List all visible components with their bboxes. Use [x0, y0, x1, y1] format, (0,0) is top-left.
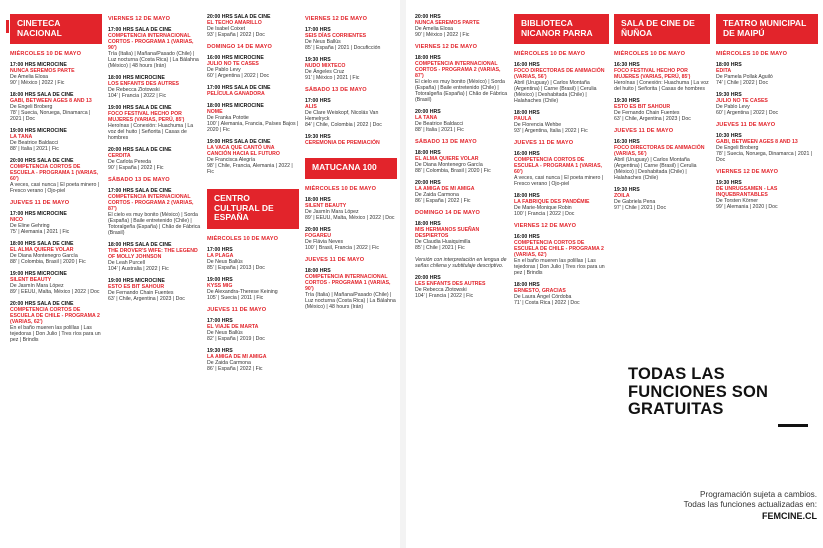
film-meta: 90' | México | 2022 | Fic: [415, 32, 470, 38]
disclaimer-line2: Todas las funciones actualizadas en:: [683, 500, 817, 509]
screening-entry[interactable]: [108, 188, 201, 236]
day-heading: JUEVES 11 DE MAYO: [716, 122, 776, 128]
film-meta: 99' | Alemania | 2020 | Doc: [716, 204, 778, 210]
film-meta: 63' | Chile, Argentina | 2023 | Doc: [614, 116, 691, 122]
film-director: De Flávia Neves: [305, 238, 344, 245]
venue-title: MATUCANA 100: [305, 158, 397, 179]
screening-time: 16:00 HRS: [514, 234, 540, 240]
film-title[interactable]: SEIS DÍAS CORRIENTES: [305, 33, 367, 39]
venue-title: SALA DE CINE DE ÑUÑOA: [614, 14, 710, 44]
film-meta: En el baño mueren las polillas | Las tejedoras | Don Julio | Tres ríos para un pez | Brindis: [10, 325, 101, 343]
film-meta: A veces, casi nunca | El poeta minero | Fresco verano | Ojo-piel: [514, 175, 604, 187]
screening-time: 19:30 HRS: [614, 98, 640, 104]
screening-entry[interactable]: [614, 139, 710, 181]
film-director: De Rebecca Zlotowski: [415, 287, 467, 293]
film-meta: 85' | España | 2013 | Doc: [207, 264, 265, 271]
film-meta: 84' | Chile, Colombia | 2022 | Doc: [305, 122, 382, 128]
screening-time: 18:00 HRS SALA DE CINE: [10, 92, 74, 98]
film-meta: 100' | Francia | 2022 | Doc: [514, 211, 575, 217]
film-meta: 93' | España | 2022 | Doc: [207, 32, 265, 38]
screening-time: 18:00 HRS: [716, 62, 742, 68]
screening-time: 16:30 HRS: [614, 62, 640, 68]
column-nunoa: [614, 14, 710, 217]
film-director: De Pamela Pollak Aguiló: [716, 74, 773, 80]
screening-entry[interactable]: [10, 158, 102, 194]
screening-time: 20:00 HRS SALA DE CINE: [10, 301, 74, 307]
screening-time: 18:00 HRS: [514, 282, 540, 288]
day-heading: JUEVES 11 DE MAYO: [207, 306, 267, 313]
film-director: De Carlota Pereda: [108, 159, 151, 165]
screening-time: 20:00 HRS: [415, 180, 441, 186]
film-title[interactable]: ESTO ES BIT SAHOUR: [614, 104, 671, 110]
film-director: De Pablo Levy: [716, 104, 750, 110]
screening-entry[interactable]: [305, 57, 397, 81]
venue-title: TEATRO MUNICIPAL DE MAIPÚ: [716, 14, 818, 44]
screening-time: 19:30 HRS: [305, 134, 331, 140]
film-director: De Neus Ballús: [207, 329, 243, 336]
screening-entry[interactable]: [108, 147, 201, 171]
film-director: De Rebecca Zlotowski: [108, 87, 160, 93]
screening-entry[interactable]: [415, 55, 508, 103]
screening-note: Versión con interpretación en lengua de señas chilena y subtitulaje descriptivo.: [415, 257, 507, 269]
screening-entry[interactable]: [10, 301, 102, 343]
screening-time: 18:00 HRS SALA DE CINE: [10, 241, 74, 247]
screening-entry[interactable]: [108, 105, 201, 141]
screening-entry[interactable]: [10, 241, 102, 265]
film-director: De Torsten Körner: [716, 198, 758, 204]
screening-time: 18:00 HRS: [415, 221, 441, 227]
film-meta: 88' | Colombia, Brasil | 2020 | Fic: [415, 168, 491, 174]
film-director: De Franka Pototie: [207, 115, 249, 121]
day-heading: MIÉRCOLES 10 DE MAYO: [10, 51, 82, 57]
screening-time: 17:00 HRS MICROCINE: [10, 62, 67, 68]
screening-time: 16:00 HRS MICROCINE: [207, 55, 264, 61]
screening-entry[interactable]: [108, 27, 201, 69]
screening-entry[interactable]: [514, 110, 609, 134]
screening-entry[interactable]: [207, 348, 299, 372]
film-meta: 105' | Suecia | 2011 | Fic: [207, 294, 264, 301]
disclaimer-line1: Programación sujeta a cambios.: [700, 490, 817, 499]
film-director: De Leah Purcell: [108, 260, 145, 266]
film-title[interactable]: EL TECHO AMARILLO: [207, 20, 262, 26]
screening-time: 17:00 HRS SALA DE CINE: [108, 188, 172, 194]
day-heading: SÁBADO 13 DE MAYO: [305, 87, 367, 93]
screening-entry[interactable]: [10, 62, 102, 86]
film-title[interactable]: EDITA: [716, 68, 732, 74]
screening-time: 17:00 HRS: [207, 317, 233, 324]
screening-time: 17:00 HRS SALA DE CINE: [108, 27, 172, 33]
film-meta: 60' | Argentina | 2022 | Doc: [207, 73, 270, 79]
film-meta: 104' | Francia | 2022 | Fic: [415, 293, 474, 299]
film-title[interactable]: GABI, BETWEEN AGES 8 AND 13: [716, 139, 798, 145]
film-meta: 88' | Italia | 2021 | Fic: [415, 127, 464, 133]
film-title[interactable]: KYSS MIG: [207, 282, 233, 289]
film-director: De Diana Montenegro García: [10, 253, 78, 259]
film-title[interactable]: FOCO FESTIVAL HECHO POR MUJERES (VARIAS, PERÚ, 85'): [614, 68, 691, 80]
film-meta: 82' | España | 2019 | Doc: [207, 335, 265, 342]
screening-entry[interactable]: [305, 98, 397, 128]
site-link[interactable]: FEMCINE.CL: [762, 511, 817, 521]
day-heading: MIÉRCOLES 10 DE MAYO: [514, 51, 586, 57]
screening-entry[interactable]: [514, 234, 609, 276]
screening-entry[interactable]: [10, 211, 102, 235]
screening-entry[interactable]: [10, 128, 102, 152]
screening-entry[interactable]: [716, 62, 818, 86]
film-title[interactable]: PAULA: [514, 116, 532, 122]
film-title[interactable]: LA AMIGA DE MI AMIGA: [415, 186, 475, 192]
film-meta: En el baño mueren las polillas | Las tejedoras | Don Julio | Tres ríos para un pez | Brindis: [514, 258, 605, 276]
screening-entry[interactable]: [415, 221, 508, 251]
film-director: De Neus Ballús: [207, 258, 243, 265]
day-heading: VIERNES 12 DE MAYO: [415, 44, 478, 50]
film-meta: 74' | Chile | 2022 | Doc: [716, 80, 769, 86]
screening-entry[interactable]: [10, 271, 102, 295]
screening-entry[interactable]: [514, 282, 609, 306]
film-meta: 100' | Brasil, Francia | 2022 | Fic: [305, 244, 379, 251]
day-heading: SÁBADO 13 DE MAYO: [108, 177, 170, 183]
film-director: De Laura Ángel Córdoba: [514, 294, 572, 300]
film-meta: 100' | Alemania, Francia, Países Bajos | 2020 | Fic: [207, 121, 299, 133]
film-director: De Diana Montenegro García: [415, 162, 483, 168]
film-title[interactable]: JULIO NO TE CASES: [207, 61, 259, 67]
film-director: De Neus Ballús: [305, 39, 341, 45]
film-meta: 104' | Francia | 2022 | Fic: [108, 93, 167, 99]
film-meta: 78' | Suecia, Noruega, Dinamarca | 2021 | Doc: [10, 110, 91, 122]
screening-entry[interactable]: [207, 139, 299, 175]
column-matucana: [415, 14, 508, 305]
screening-entry[interactable]: [305, 197, 397, 221]
screening-entry[interactable]: [415, 109, 508, 133]
film-director: De Gabriela Pena: [614, 199, 656, 205]
column-cineteca: [10, 14, 102, 349]
day-heading: VIERNES 12 DE MAYO: [108, 16, 171, 22]
screening-entry[interactable]: [207, 318, 299, 342]
screening-entry[interactable]: [614, 62, 710, 92]
film-meta: 91' | México | 2021 | Fic: [305, 75, 360, 81]
screening-time: 19:00 HRS MICROCINE: [10, 271, 67, 277]
film-title[interactable]: COMPETENCIA CORTOS DE ESCUELA DE CHILE - PROGRAMA 2 (VARIAS, 62'): [10, 307, 100, 325]
screening-time: 19:00 HRS: [207, 276, 233, 283]
screening-time: 18:00 HRS MICROCINE: [207, 103, 264, 109]
film-title[interactable]: FOCO DIRECTORAS DE ANIMACIÓN (VARIAS, 56'): [514, 68, 605, 80]
film-title[interactable]: SILENT BEAUTY: [305, 202, 347, 209]
screening-entry[interactable]: [415, 275, 508, 299]
day-heading: VIERNES 12 DE MAYO: [514, 223, 577, 229]
film-title[interactable]: DE UNRUGSAMEN - LAS INQUEBRANTABLES: [716, 186, 778, 198]
film-title[interactable]: JULIO NO TE CASES: [716, 98, 768, 104]
film-director: De Jasmín Mara López: [10, 283, 64, 289]
film-meta: 86' | España | 2022 | Fic: [415, 198, 471, 204]
film-meta: El cielo es muy bonito (México) | Sorda (España) | Baile entretenido (Chile) | Totoralgeña (España) | Chão de Fábrica (Brasil): [108, 212, 201, 236]
film-director: De Jasmín Mara López: [305, 208, 359, 215]
column-cineteca-4: [305, 14, 397, 316]
screening-time: 20:00 HRS: [415, 275, 441, 281]
film-title[interactable]: EL VIAJE DE MARTA: [207, 323, 259, 330]
day-heading: MIÉRCOLES 10 DE MAYO: [305, 185, 377, 192]
film-meta: Tría (Italia) | Mañana/Pasado (Chile) | Luz nocturna (Costa Rica) | La Bálahna (México) | 48 hours (Irán): [305, 291, 396, 310]
screening-entry[interactable]: [207, 277, 299, 301]
film-title[interactable]: LA AMIGA DE MI AMIGA: [207, 353, 267, 360]
screening-entry[interactable]: [415, 150, 508, 174]
film-title[interactable]: PELÍCULA GANADORA: [207, 91, 265, 97]
screening-entry[interactable]: [415, 180, 508, 204]
film-director: De Zaida Carmona: [207, 359, 251, 366]
film-director: De Engeli Broberg: [716, 145, 759, 151]
day-heading: MIÉRCOLES 10 DE MAYO: [614, 51, 686, 57]
film-meta: 97' | Chile | 2021 | Doc: [614, 205, 667, 211]
screening-entry[interactable]: [305, 268, 397, 310]
film-meta: El cielo es muy bonito (México) | Sorda (España) | Baile entretenido (Chile) | Totoralgeña (España) | Chão de Fábrica (Brasil): [415, 79, 508, 103]
film-director: De Amelia Elosa: [10, 74, 49, 80]
film-title[interactable]: EL ALMA QUIERE VOLAR: [415, 156, 479, 162]
screening-time: 18:00 HRS: [415, 55, 441, 61]
film-title[interactable]: COMPETENCIA INTERNACIONAL CORTOS - PROGRAMA 1 (VARIAS, 90'): [108, 33, 194, 51]
film-meta: A veces, casi nunca | El poeta minero | Fresco verano | Ojo-piel: [10, 182, 100, 194]
screening-time: 18:00 HRS MICROCINE: [108, 75, 165, 81]
screening-entry[interactable]: [108, 75, 201, 99]
screening-entry[interactable]: [207, 247, 299, 271]
film-meta: Tría (Italia) | Mañana/Pasado (Chile) | Luz nocturna (Costa Rica) | La Bálahna (México) | 48 hours (Irán): [108, 51, 199, 69]
venue-title: CINETECA NACIONAL: [10, 14, 102, 44]
screening-time: 19:00 HRS SALA DE CINE: [108, 105, 172, 111]
film-title[interactable]: LA TANA: [10, 134, 33, 140]
screening-time: 17:00 HRS: [305, 98, 331, 104]
film-meta: Abril (Uruguay) | Carlos Montaña (Argentina) | Carne (Brasil) | Cerulia (México) | Deshabitada (Chile) | Halahaches (Chile): [514, 80, 597, 104]
screening-time: 17:00 HRS SALA DE CINE: [207, 85, 271, 91]
day-heading: JUEVES 11 DE MAYO: [514, 140, 574, 146]
screening-entry[interactable]: [514, 193, 609, 217]
disclaimer: [684, 490, 817, 522]
film-title[interactable]: FOGAREU: [305, 232, 331, 239]
screening-time: 16:00 HRS: [514, 62, 540, 68]
film-meta: 86' | España | 2022 | Fic: [207, 365, 263, 372]
film-meta: 90' | México | 2022 | Fic: [10, 80, 65, 86]
screening-time: 19:30 HRS: [305, 57, 331, 63]
film-meta: 78' | Suecia, Noruega, Dinamarca | 2021 | Doc: [716, 151, 813, 163]
screening-time: 17:00 HRS MICROCINE: [10, 211, 67, 217]
film-director: De Clare Weiskopf, Nicolás Van Hemelryck: [305, 110, 379, 122]
screening-entry[interactable]: [614, 98, 710, 122]
left-page: [0, 0, 400, 548]
film-title[interactable]: LOS ENFANTS DES AUTRES: [108, 81, 179, 87]
screening-entry[interactable]: [716, 180, 818, 210]
film-meta: 90' | España | 2022 | Fic: [108, 165, 164, 171]
film-director: De Alexandra-Therese Keining: [207, 288, 278, 295]
screening-time: 18:00 HRS: [415, 150, 441, 156]
film-title[interactable]: NUNCA SEREMOS PARTE: [10, 68, 75, 74]
screening-time: 16:00 HRS: [514, 151, 540, 157]
right-page: [406, 0, 823, 548]
screening-time: 19:30 HRS: [716, 92, 742, 98]
free-banner: [628, 366, 808, 427]
screening-time: 18:00 HRS: [514, 193, 540, 199]
film-meta: 93' | Argentina, Italia | 2022 | Fic: [514, 128, 588, 134]
film-director: De Beatrice Baldacci: [10, 140, 59, 146]
film-title[interactable]: NICO: [10, 217, 23, 223]
film-title[interactable]: LA VACA QUE CANTÓ UNA CANCIÓN HACIA EL FUTURO: [207, 145, 280, 157]
screening-time: 19:30 HRS: [207, 347, 233, 354]
screening-entry[interactable]: [305, 27, 397, 51]
screening-entry[interactable]: [305, 227, 397, 251]
film-title[interactable]: CERDITA: [108, 153, 131, 159]
day-heading: SÁBADO 13 DE MAYO: [415, 139, 477, 145]
film-meta: 88' | Colombia, Brasil | 2020 | Fic: [10, 259, 86, 265]
film-title[interactable]: GABI, BETWEEN AGES 8 AND 13: [10, 98, 92, 104]
screening-time: 10:30 HRS: [716, 133, 742, 139]
screening-entry[interactable]: [716, 133, 818, 163]
film-director: De Amelia Elosa: [415, 26, 454, 32]
film-title[interactable]: ERNESTO, GRACIAS: [514, 288, 566, 294]
film-title[interactable]: LES ENFANTS DES AUTRES: [415, 281, 486, 287]
screening-entry[interactable]: [514, 62, 609, 104]
film-director: De Ángeles Cruz: [305, 69, 345, 75]
screening-time: 19:00 HRS MICROCINE: [10, 128, 67, 134]
film-title[interactable]: LA PLAGA: [207, 252, 234, 259]
film-meta: 98' | Chile, Francia, Alemania | 2022 | Fic: [207, 163, 293, 175]
day-heading: JUEVES 11 DE MAYO: [614, 128, 674, 134]
film-title[interactable]: ZOILA: [614, 193, 630, 199]
film-title[interactable]: CEREMONIA DE PREMIACIÓN: [305, 140, 380, 146]
film-director: De Pablo Levy: [207, 67, 241, 73]
film-title[interactable]: NUDO MIXTECO: [305, 63, 346, 69]
film-director: De Marie-Monique Robin: [514, 205, 572, 211]
free-underline: [778, 424, 808, 427]
film-title[interactable]: LA FABRIQUE DES PANDÉMIE: [514, 199, 590, 205]
film-title[interactable]: SILENT BEAUTY: [10, 277, 52, 283]
screening-time: 18:00 HRS: [514, 110, 540, 116]
film-director: De Fernando Chain Fuentes: [108, 290, 174, 296]
screening-time: 17:00 HRS: [207, 246, 233, 253]
film-meta: 60' | Argentina | 2022 | Doc: [716, 110, 779, 116]
screening-time: 19:30 HRS: [716, 180, 742, 186]
screening-entry[interactable]: [716, 92, 818, 116]
screening-time: 16:30 HRS: [614, 139, 640, 145]
free-text: TODAS LAS FUNCIONES SON GRATUITAS: [628, 365, 769, 418]
film-meta: 71' | Costa Rica | 2022 | Doc: [514, 300, 580, 306]
screening-time: 20:00 HRS SALA DE CINE: [108, 147, 172, 153]
film-title[interactable]: ESTO ES BIT SAHOUR: [108, 284, 165, 290]
film-title[interactable]: EL ALMA QUIERE VOLAR: [10, 247, 74, 253]
film-meta: 63' | Chile, Argentina | 2023 | Doc: [108, 296, 185, 302]
day-heading: VIERNES 12 DE MAYO: [716, 169, 779, 175]
film-director: De Isabel Coixet: [207, 26, 246, 32]
film-director: De Claudia Huaiquimilla: [415, 239, 471, 245]
screening-entry[interactable]: [207, 103, 299, 133]
day-heading: DOMINGO 14 DE MAYO: [207, 44, 272, 50]
column-biblioteca: [514, 14, 609, 312]
film-meta: 88' | Italia | 2021 | Fic: [10, 146, 59, 152]
film-title[interactable]: COMPETENCIA INTERNACIONAL CORTOS - PROGRAMA 1 (VARIAS, 90'): [305, 273, 391, 292]
film-meta: 75' | Alemania | 2021 | Fic: [10, 229, 70, 235]
screening-time: 20:00 HRS SALA DE CINE: [207, 14, 271, 20]
day-heading: JUEVES 11 DE MAYO: [305, 256, 365, 263]
day-heading: JUEVES 11 DE MAYO: [10, 200, 70, 206]
film-title[interactable]: NUNCA SEREMOS PARTE: [415, 20, 480, 26]
film-meta: Heroínas | Conexión: Huachuma | La voz del huito | Señorita | Casas de hombres: [108, 123, 194, 141]
film-title[interactable]: FOCO FESTIVAL HECHO POR MUJERES (VARIAS, PERÚ, 85'): [108, 111, 185, 123]
screening-entry[interactable]: [207, 55, 299, 79]
film-meta: 104' | Australia | 2022 | Fic: [108, 266, 169, 272]
screening-time: 18:00 HRS SALA DE CINE: [108, 242, 172, 248]
film-title[interactable]: THE DROVER'S WIFE: THE LEGEND OF MOLLY JOHNSON: [108, 248, 198, 260]
screening-entry[interactable]: [207, 14, 299, 38]
column-cineteca-3: [207, 14, 299, 378]
film-title[interactable]: LA TANA: [415, 115, 438, 121]
film-title[interactable]: COMPETENCIA INTERNACIONAL CORTOS - PROGRAMA 2 (VARIAS, 87'): [415, 61, 501, 79]
column-cineteca-2: [108, 14, 201, 308]
day-heading: VIERNES 12 DE MAYO: [305, 16, 368, 22]
film-director: De Francisca Alegría: [207, 157, 256, 163]
screening-time: 18:00 HRS: [305, 196, 331, 203]
screening-time: 19:00 HRS MICROCINE: [108, 278, 165, 284]
film-title[interactable]: FOCO DIRECTORAS DE ANIMACIÓN (VARIAS, 56'): [614, 145, 705, 157]
column-maipu: [716, 14, 818, 216]
screening-time: 20:00 HRS SALA DE CINE: [10, 158, 74, 164]
screening-time: 20:00 HRS: [415, 109, 441, 115]
venue-title: BIBLIOTECA NICANOR PARRA: [514, 14, 609, 44]
screening-entry[interactable]: [415, 14, 508, 38]
screening-entry[interactable]: [10, 92, 102, 122]
film-director: De Zaida Carmona: [415, 192, 459, 198]
day-heading: MIÉRCOLES 10 DE MAYO: [207, 235, 279, 242]
screening-time: 18:00 HRS: [305, 267, 331, 274]
venue-title: CENTRO CULTURAL DE ESPAÑA: [207, 189, 299, 229]
film-title[interactable]: COMPETENCIA INTERNACIONAL CORTOS - PROGRAMA 2 (VARIAS, 87'): [108, 194, 194, 212]
film-director: De Eline Gehring: [10, 223, 50, 229]
screening-time: 19:00 HRS SALA DE CINE: [207, 139, 271, 145]
film-meta: 89' | EEUU, Malta, México | 2022 | Doc: [10, 289, 100, 295]
film-director: De Florencia Wehbe: [514, 122, 562, 128]
film-title[interactable]: MIS HERMANOS SUEÑAN DESPIERTOS: [415, 227, 480, 239]
screening-time: 19:30 HRS: [614, 187, 640, 193]
screening-entry[interactable]: [614, 187, 710, 211]
film-title[interactable]: COMPETENCIA CORTOS DE ESCUELA - PROGRAMA 1 (VARIAS, 60'): [10, 164, 98, 182]
film-director: De Beatrice Baldacci: [415, 121, 464, 127]
screening-entry[interactable]: [108, 278, 201, 302]
film-director: De Fernando Chain Fuentes: [614, 110, 680, 116]
film-title[interactable]: ALIS: [305, 104, 317, 110]
day-heading: MIÉRCOLES 10 DE MAYO: [716, 51, 788, 57]
film-meta: Heroínas | Conexión: Huachuma | La voz del huito | Señorita | Casas de hombres: [614, 80, 709, 92]
film-title[interactable]: COMPETENCIA CORTOS DE ESCUELA - PROGRAMA 1 (VARIAS, 60'): [514, 157, 602, 175]
film-director: De Engeli Broberg: [10, 104, 53, 110]
screening-entry[interactable]: [108, 242, 201, 272]
accent-bar: [6, 20, 9, 33]
screening-time: 20:00 HRS: [415, 14, 441, 20]
day-heading: DOMINGO 14 DE MAYO: [415, 210, 480, 216]
film-meta: 89' | EEUU, Malta, México | 2022 | Doc: [305, 214, 395, 221]
screening-time: 20:00 HRS: [305, 226, 331, 233]
screening-entry[interactable]: [207, 85, 299, 97]
film-meta: Abril (Uruguay) | Carlos Montaña (Argentina) | Carne (Brasil) | Cerulia (México) | Deshabitada (Chile) | Halahaches (Chile): [614, 157, 697, 181]
film-meta: 85' | España | 2021 | Docuficción: [305, 45, 381, 51]
film-meta: 85' | Chile | 2021 | Fic: [415, 245, 465, 251]
film-title[interactable]: NOME: [207, 109, 223, 115]
screening-entry[interactable]: [514, 151, 609, 187]
screening-entry[interactable]: [305, 134, 397, 146]
screening-time: 17:00 HRS: [305, 27, 331, 33]
film-title[interactable]: COMPETENCIA CORTOS DE ESCUELA DE CHILE - PROGRAMA 2 (VARIAS, 62'): [514, 240, 604, 258]
